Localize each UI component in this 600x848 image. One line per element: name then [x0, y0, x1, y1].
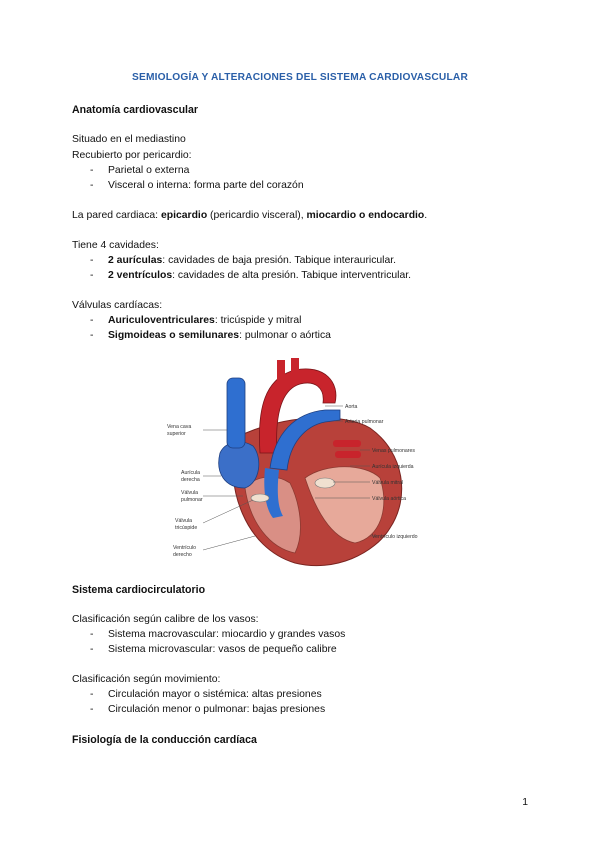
label-ventriculo-izquierdo: Ventrículo izquierdo: [372, 534, 418, 540]
list-item: - Circulación mayor o sistémica: altas presiones: [90, 689, 322, 700]
text-line-pared: [72, 210, 427, 221]
text-line: Situado en el mediastino: [72, 134, 186, 145]
document-title: SEMIOLOGÍA Y ALTERACIONES DEL SISTEMA CARDIOVASCULAR: [131, 72, 469, 83]
list-item-text: Sistema macrovascular: miocardio y grandes vasos: [108, 629, 346, 640]
section-heading-sistema: Sistema cardiocirculatorio: [72, 584, 206, 596]
label-auricula-izquierda: Aurícula izquierda: [372, 464, 414, 470]
list-item: - Sistema macrovascular: miocardio y grandes vasos: [90, 629, 346, 640]
pulmonary-vein: [333, 440, 361, 447]
section-heading-anatomia: Anatomía cardiovascular: [72, 104, 198, 116]
list-item: - Visceral o interna: forma parte del corazón: [90, 180, 304, 191]
text-line: Recubierto por pericardio:: [72, 150, 192, 161]
list-item-text: Sistema microvascular: vasos de pequeño calibre: [108, 644, 337, 655]
right-atrium: [219, 442, 259, 488]
label-ventriculo-derecho: derecho: [173, 552, 192, 558]
pulmonary-vein: [335, 451, 361, 458]
label-valvula-tricuspide: tricúspide: [175, 525, 198, 531]
superior-vena-cava: [227, 378, 245, 448]
bold-term: 2 ventrículos: [108, 270, 173, 281]
list-item: - Sistema microvascular: vasos de pequeño calibre: [90, 644, 337, 655]
label-vena-cava: superior: [167, 431, 186, 437]
text-line: Válvulas cardíacas:: [72, 300, 163, 311]
page-number: 1: [522, 797, 528, 808]
aorta-branch: [277, 360, 285, 380]
bold-term: Sigmoideas o semilunares: [108, 330, 240, 341]
list-item-text: Circulación menor o pulmonar: bajas presiones: [108, 704, 326, 715]
text-line: Clasificación según movimiento:: [72, 674, 221, 685]
label-valvula-pulmonar: pulmonar: [181, 497, 203, 503]
label-arteria-pulmonar: Arteria pulmonar: [345, 419, 384, 425]
aorta-branch: [291, 358, 299, 376]
label-auricula-derecha: Aurícula: [181, 470, 201, 476]
list-item-text: : cavidades de baja presión. Tabique interauricular.: [162, 255, 397, 266]
label-ventriculo-derecho: Ventrículo: [173, 545, 197, 551]
list-item: - Circulación menor o pulmonar: bajas presiones: [90, 704, 326, 715]
list-item: - Parietal o externa: [90, 165, 190, 176]
list-item-text: Circulación mayor o sistémica: altas presiones: [108, 689, 322, 700]
label-valvula-tricuspide: Válvula: [175, 518, 193, 524]
label-valvula-aortica: Válvula aórtica: [372, 496, 407, 502]
bold-term: epicardio: [160, 210, 208, 221]
text-span: .: [424, 210, 428, 221]
list-item: - 2 ventrículos: cavidades de alta presión. Tabique interventricular.: [90, 270, 412, 281]
text-line: Clasificación según calibre de los vasos:: [72, 614, 259, 625]
label-aorta: Aorta: [345, 404, 358, 410]
list-item-text: : pulmonar o aórtica: [239, 330, 331, 341]
list-item-text: : cavidades de alta presión. Tabique interventricular.: [172, 270, 412, 281]
heart-anatomy-figure: [165, 358, 437, 578]
label-valvula-mitral: Válvula mitral: [372, 480, 404, 486]
label-venas-pulmonares: Venas pulmonares: [372, 448, 415, 454]
text-span: La pared cardiaca:: [72, 210, 161, 221]
list-item: - Auriculoventriculares: tricúspide y mitral: [90, 315, 302, 326]
label-vena-cava: Vena cava: [167, 424, 192, 430]
text-span: (pericardio visceral),: [207, 210, 307, 221]
section-heading-fisiologia: Fisiología de la conducción cardíaca: [72, 734, 257, 746]
list-item-text: Visceral o interna: forma parte del corazón: [108, 180, 304, 191]
label-auricula-derecha: derecha: [181, 477, 200, 483]
bold-term: 2 aurículas: [108, 255, 163, 266]
list-item: - 2 aurículas: cavidades de baja presión. Tabique interauricular.: [90, 255, 397, 266]
list-item: - Sigmoideas o semilunares: pulmonar o aórtica: [90, 330, 331, 341]
mitral-valve: [315, 478, 335, 488]
bold-term: Auriculoventriculares: [108, 315, 215, 326]
list-item-text: : tricúspide y mitral: [214, 315, 302, 326]
bold-term: miocardio o endocardio: [306, 210, 425, 221]
tricuspid-valve: [251, 494, 269, 502]
list-item-text: Parietal o externa: [108, 165, 190, 176]
label-valvula-pulmonar: Válvula: [181, 490, 199, 496]
text-line: Tiene 4 cavidades:: [72, 240, 159, 251]
